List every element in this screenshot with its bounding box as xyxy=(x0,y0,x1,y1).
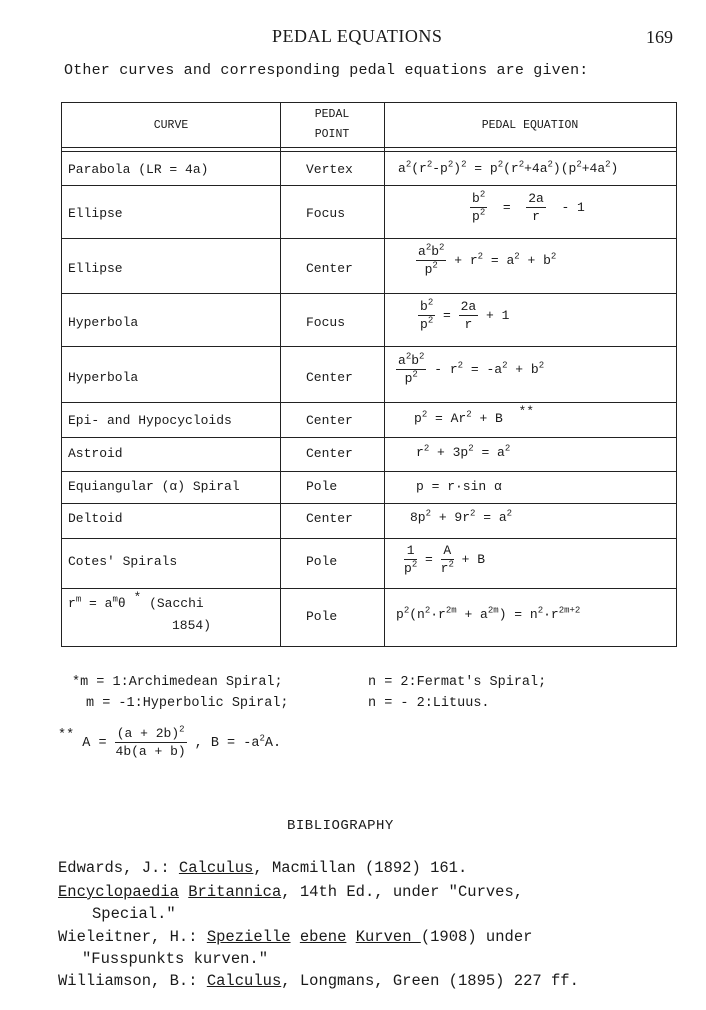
bibliography-entry: Edwards, J.: Calculus, Macmillan (1892) 161. xyxy=(58,859,468,877)
pedal-equation: $\frac{b^2}{p^2}$ = $\frac{2a}{r}$ + 1 xyxy=(420,297,510,332)
bibliography-entry: Encyclopaedia Britannica, 14th Ed., under "Curves, xyxy=(58,883,524,901)
pedal-point: Center xyxy=(306,511,353,526)
pedal-equation: $\frac{a^2b^2}{p^2}$ + $r^2 = a^2 + b^2$ xyxy=(418,242,557,277)
curve-name: $r^m = a^m\theta$ * (Sacchi xyxy=(68,590,204,611)
row-divider xyxy=(62,588,676,589)
bibliography-entry: Wieleitner, H.: Spezielle ebene Kurven (1908) under xyxy=(58,928,533,946)
row-divider xyxy=(62,346,676,347)
header-divider xyxy=(62,147,676,148)
bibliography-entry-continued: "Fusspunkts kurven." xyxy=(82,950,269,968)
curve-name: Cotes' Spirals xyxy=(68,554,178,569)
pedal-point: Focus xyxy=(306,206,346,221)
curve-name: Deltoid xyxy=(68,511,123,526)
pedal-equation: p = r·sin α xyxy=(416,479,502,494)
row-divider xyxy=(62,185,676,186)
pedal-point: Center xyxy=(306,370,353,385)
pedal-equation: $r^2 + 3p^2 = a^2$ xyxy=(416,443,511,460)
pedal-equation: $\frac{a^2b^2}{p^2}$ - $r^2 = -a^2 + b^2$ xyxy=(398,351,545,386)
curve-name: Hyperbola xyxy=(68,315,139,330)
header-pedal-point-line2: POINT xyxy=(314,128,350,141)
pedal-equation: $a^2(r^2-p^2)^2 = p^2(r^2+4a^2)(p^2+4a^2)$ xyxy=(398,159,619,176)
page-number: 169 xyxy=(646,27,673,47)
pedal-equation: $p^2 = Ar^2 + B$ ** xyxy=(414,404,535,426)
pedal-equation: $\frac{b^2}{p^2}$ = $\frac{2a}{r}$ - 1 xyxy=(472,189,585,224)
pedal-point: Pole xyxy=(306,609,338,624)
curve-name: Epi- and Hypocycloids xyxy=(68,413,232,428)
curve-name-line2: 1854) xyxy=(172,618,212,633)
pedal-point: Vertex xyxy=(306,162,353,177)
pedal-equation: $8p^2 + 9r^2 = a^2$ xyxy=(410,508,513,525)
intro-text: Other curves and corresponding pedal equations are given: xyxy=(64,62,589,79)
bibliography-entry-continued: Special." xyxy=(92,905,176,923)
pedal-point: Center xyxy=(306,413,353,428)
pedal-point: Focus xyxy=(306,315,346,330)
pedal-point: Center xyxy=(306,446,353,461)
curve-name: Parabola (LR = 4a) xyxy=(68,162,209,177)
footnote-m2: m = -1:Hyperbolic Spiral; xyxy=(86,696,289,711)
footnote-n2: n = 2:Fermat's Spiral; xyxy=(368,675,547,690)
curve-name: Ellipse xyxy=(68,261,123,276)
header-pedal-point-line1: PEDAL xyxy=(314,108,350,121)
pedal-point: Center xyxy=(306,261,353,276)
footnote-nm2: n = - 2:Lituus. xyxy=(368,696,490,711)
page-title: PEDAL EQUATIONS xyxy=(272,26,443,46)
row-divider xyxy=(62,293,676,294)
curve-name: Astroid xyxy=(68,446,123,461)
pedal-point: Pole xyxy=(306,479,338,494)
header-divider xyxy=(62,151,676,152)
row-divider xyxy=(62,402,676,403)
pedal-equation: $p^2(n^2\cdot r^{2m} + a^{2m}) = n^2\cdot r^{2m+2}$ xyxy=(396,605,581,622)
header-curve: CURVE xyxy=(153,119,189,132)
bibliography-entry: Williamson, B.: Calculus, Longmans, Green (1895) 227 ff. xyxy=(58,972,579,990)
pedal-point: Pole xyxy=(306,554,338,569)
header-pedal-equation: PEDAL EQUATION xyxy=(481,119,579,132)
footnote-constants: ** A = $\frac{(a + 2b)^2}{4b(a + b)}$ , $B = -a^2A$. xyxy=(58,724,282,759)
curve-name: Equiangular (α) Spiral xyxy=(68,479,240,494)
curve-name: Hyperbola xyxy=(68,370,139,385)
bibliography-heading: BIBLIOGRAPHY xyxy=(287,818,394,834)
row-divider xyxy=(62,503,676,504)
curve-name: Ellipse xyxy=(68,206,123,221)
row-divider xyxy=(62,238,676,239)
row-divider xyxy=(62,471,676,472)
pedal-equations-table xyxy=(61,102,677,647)
footnote-m1: *m = 1:Archimedean Spiral; xyxy=(72,675,283,690)
row-divider xyxy=(62,538,676,539)
row-divider xyxy=(62,437,676,438)
pedal-equation: $\frac{1}{p^2}$ = $\frac{A}{r^2}$ + B xyxy=(404,543,486,576)
